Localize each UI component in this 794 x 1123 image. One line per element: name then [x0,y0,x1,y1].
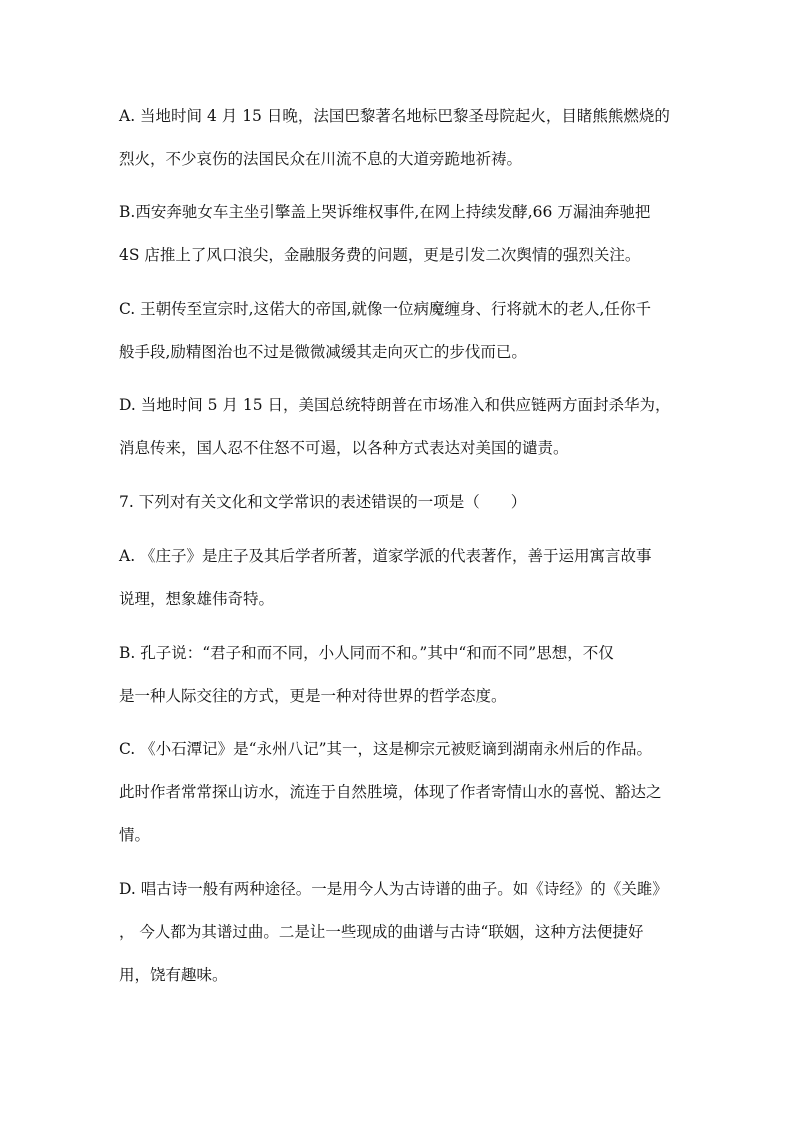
option-7a-paragraph [119,535,679,621]
option-7c-paragraph [119,728,679,857]
text-line: ， 今人都为其谱过曲。二是让一些现成的曲谱与古诗“联姻，这种方法便捷好 [119,923,644,941]
text-line: 4S 店推上了风口浪尖，金融服务费的问题，更是引发二次舆情的强烈关注。 [119,246,641,264]
text-line: 情。 [119,826,151,844]
option-6b-paragraph [119,191,679,277]
text-line: B.西安奔驰女车主坐引擎盖上哭诉维权事件,在网上持续发酵,66 万漏油奔驰把 [119,203,651,221]
text-line: 此时作者常常探山访水，流连于自然胜境，体现了作者寄情山水的喜悦、豁达之 [119,783,662,801]
option-6a-paragraph [119,95,679,181]
text-line: 是一种人际交往的方式，更是一种对待世界的哲学态度。 [119,687,507,705]
option-6c-paragraph [119,288,679,374]
text-line: 用，饶有趣味。 [119,966,228,984]
text-line: C. 王朝传至宣宗时,这偌大的帝国,就像一位病魔缠身、行将就木的老人,任你千 [119,300,651,318]
option-7b-paragraph [119,632,679,718]
text-line: 说理，想象雄伟奇特。 [119,590,275,608]
text-line: 消息传来，国人忍不住怒不可遏，以各种方式表达对美国的谴责。 [119,439,569,457]
text-line: A. 当地时间 4 月 15 日晚，法国巴黎著名地标巴黎圣母院起火，目睹熊熊燃烧的 [119,107,670,125]
text-line: A. 《庄子》是庄子及其后学者所著，道家学派的代表著作，善于运用寓言故事 [119,547,652,565]
text-line: 烈火，不少哀伤的法国民众在川流不息的大道旁跪地祈祷。 [119,150,523,168]
option-7d-paragraph [119,868,679,997]
text-line: B. 孔子说：“君子和而不同，小人同而不和。”其中“和而不同”思想，不仅 [119,644,614,662]
question-7-stem [119,481,679,524]
text-line: C. 《小石潭记》是“永州八记”其一，这是柳宗元被贬谪到湖南永州后的作品。 [119,740,653,758]
option-6d-paragraph [119,384,679,470]
text-line: 般手段,励精图治也不过是微微减缓其走向灭亡的步伐而已。 [119,343,527,361]
text-line: 7. 下列对有关文化和文学常识的表述错误的一项是（ ） [119,493,527,511]
text-line: D. 当地时间 5 月 15 日，美国总统特朗普在市场准入和供应链两方面封杀华为， [119,396,671,414]
text-line: D. 唱古诗一般有两种途径。一是用今人为古诗谱的曲子。如《诗经》的《关雎》 [119,880,668,898]
